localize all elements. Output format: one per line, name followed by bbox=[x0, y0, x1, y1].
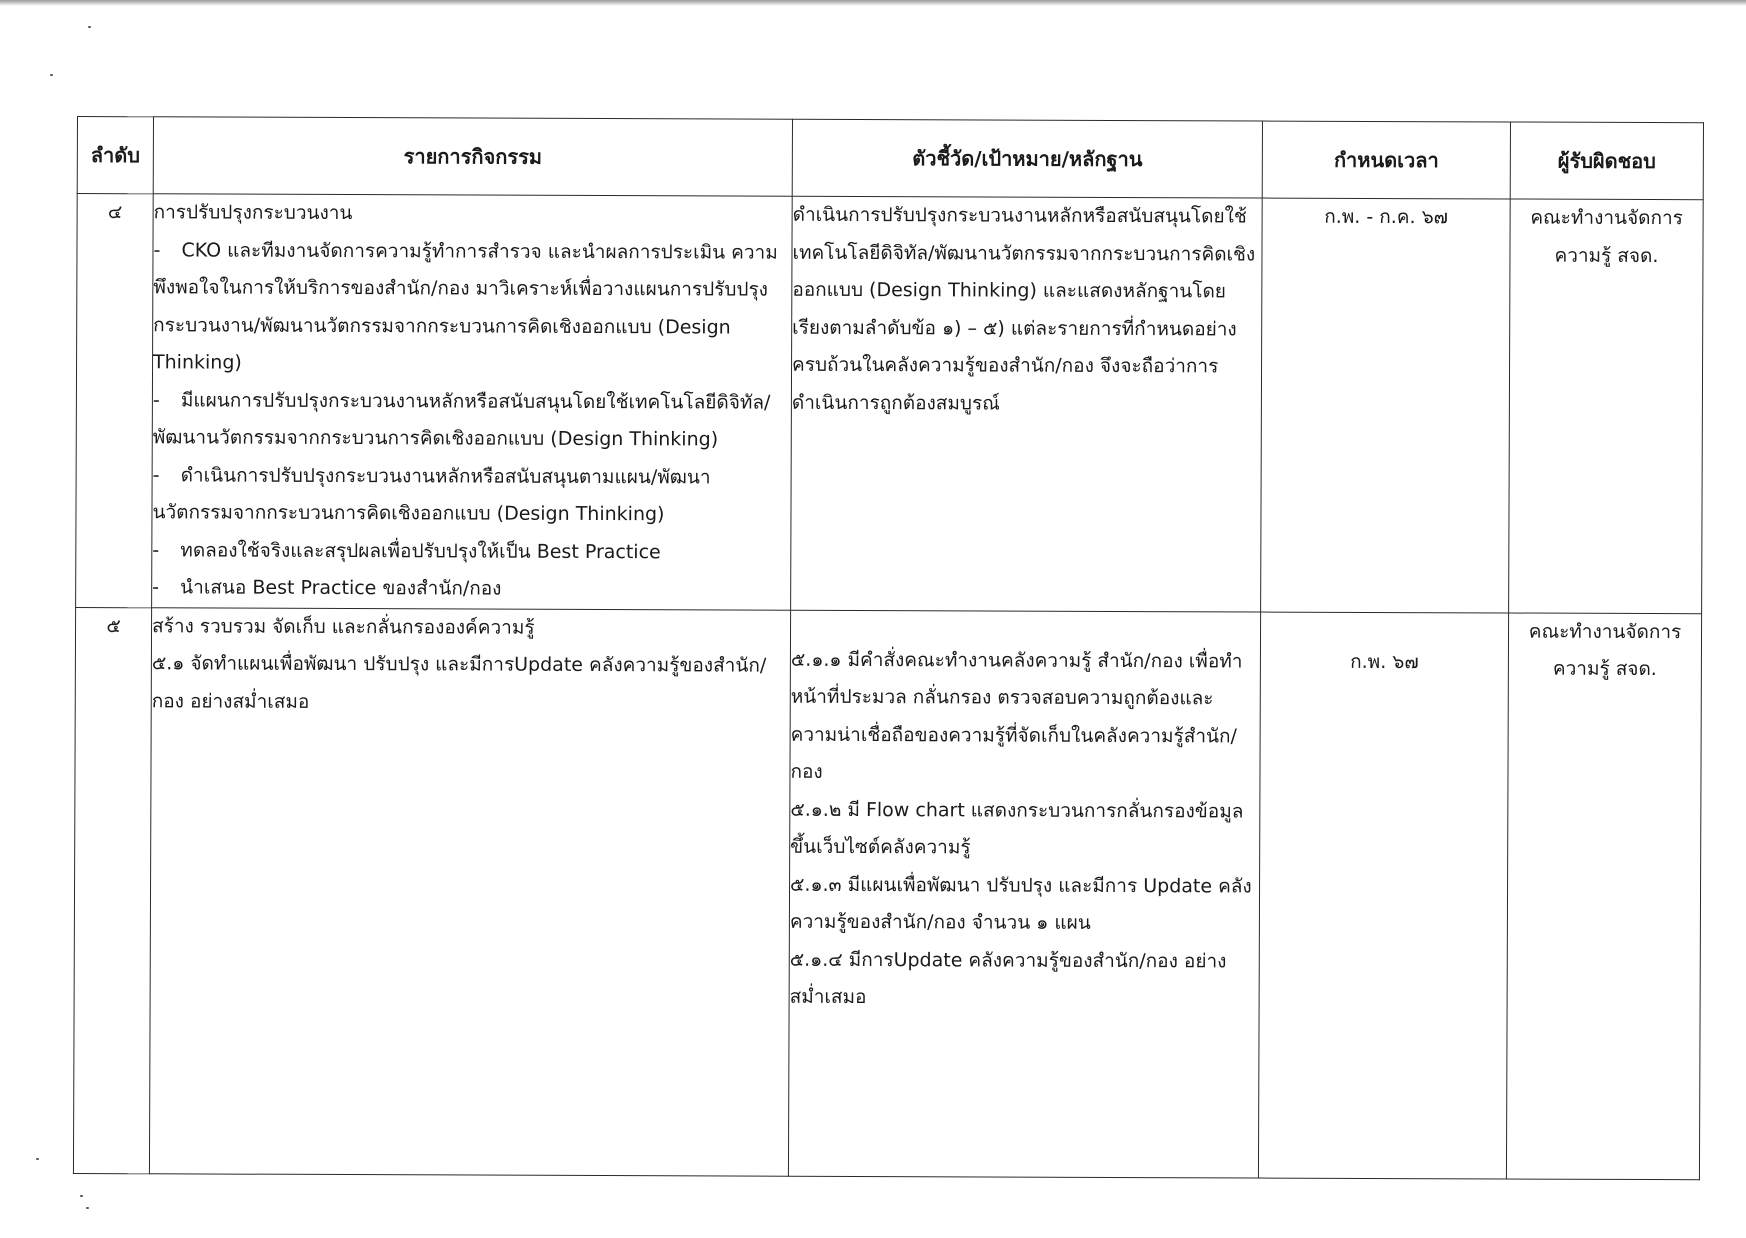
activity-plan-table bbox=[73, 116, 1704, 1180]
header-row bbox=[77, 117, 1703, 200]
period-cell: ก.พ. - ก.ค. ๖๗ bbox=[1261, 198, 1511, 612]
owner-cell: คณะทำงานจัดการความรู้ สจด. bbox=[1506, 613, 1701, 1180]
indicator-item: ๕.๑.๑ มีคำสั่งคณะทำงานคลังความรู้ สำนัก/กอง เพื่อทำหน้าที่ประมวล กลั่นกรอง ตรวจสอบความถูกต้องและความน่าเชื่อถือของความรู้ที่จัดเก็บในคลังความรู้สำนัก/กอง bbox=[790, 648, 1243, 783]
indicator-cell bbox=[788, 610, 1260, 1178]
activity-cell bbox=[149, 607, 790, 1175]
scan-speck bbox=[50, 74, 53, 76]
activity-subitem: ๕.๑ จัดทำแผนเพื่อพัฒนา ปรับปรุง และมีการUpdate คลังความรู้ของสำนัก/กอง อย่างสม่ำเสมอ bbox=[151, 652, 767, 713]
header-owner: ผู้รับผิดชอบ bbox=[1510, 122, 1703, 200]
header-activity: รายการกิจกรรม bbox=[153, 117, 792, 196]
owner-cell: คณะทำงานจัดการความรู้ สจด. bbox=[1509, 199, 1704, 613]
header-order: ลำดับ bbox=[77, 117, 153, 194]
scan-speck bbox=[36, 1158, 39, 1160]
activity-item: - มีแผนการปรับปรุงกระบวนงานหลักหรือสนับสนุนโดยใช้เทคโนโลยีดิจิทัล/พัฒนานวัตกรรมจากกระบวนการคิดเชิงออกแบบ (Design Thinking) bbox=[153, 382, 791, 459]
indicator-cell: ดำเนินการปรับปรุงกระบวนงานหลักหรือสนับสนุนโดยใช้เทคโนโลยีดิจิทัล/พัฒนานวัตกรรมจากกระบวนการคิดเชิงออกแบบ (Design Thinking) และแสดงหลักฐานโดยเรียงตามลำดับข้อ ๑) – ๕) แต่ละรายการที่กำหนดอย่างครบถ้วนในคลังความรู้ของสำนัก/กอง จึงจะถือว่าการดำเนินการถูกต้องสมบูรณ์ bbox=[791, 196, 1263, 611]
row-order: ๕ bbox=[73, 607, 151, 1173]
activity-item: - CKO และทีมงานจัดการความรู้ทำการสำรวจ และนำผลการประเมิน ความพึงพอใจในการให้บริการของสำนัก/กอง มาวิเคราะห์เพื่อวางแผนการปรับปรุงกระบวนงาน/พัฒนานวัตกรรมจากกระบวนการคิดเชิงออกแบบ (Design Thinking) bbox=[153, 232, 792, 384]
table-row bbox=[73, 607, 1701, 1179]
scan-speck bbox=[86, 1207, 89, 1209]
activity-item: - นำเสนอ Best Practice ของสำนัก/กอง bbox=[152, 569, 790, 609]
period-cell: ก.พ. ๖๗ bbox=[1258, 612, 1508, 1179]
table-row bbox=[76, 194, 1704, 614]
activity-title: สร้าง รวบรวม จัดเก็บ และกลั่นกรององค์ความรู้ bbox=[152, 614, 535, 639]
header-indicator: ตัวชี้วัด/เป้าหมาย/หลักฐาน bbox=[792, 119, 1262, 198]
activity-cell bbox=[152, 194, 793, 610]
indicator-item: ๕.๑.๒ มี Flow chart แสดงกระบวนการกลั่นกรองข้อมูลขึ้นเว็บไซต์คลังความรู้ bbox=[790, 798, 1244, 859]
indicator-item: ๕.๑.๓ มีแผนเพื่อพัฒนา ปรับปรุง และมีการ Update คลังความรู้ของสำนัก/กอง จำนวน ๑ แผน bbox=[789, 873, 1252, 934]
activity-title: การปรับปรุงกระบวนงาน bbox=[153, 201, 353, 225]
indicator-item: ๕.๑.๔ มีการUpdate คลังความรู้ของสำนัก/กอง อย่างสม่ำเสมอ bbox=[789, 948, 1227, 1009]
row-order: ๔ bbox=[76, 194, 154, 608]
scan-edge-shadow bbox=[0, 0, 1746, 6]
scan-speck bbox=[80, 1195, 83, 1197]
activity-item: - ดำเนินการปรับปรุงกระบวนงานหลักหรือสนับสนุนตามแผน/พัฒนานวัตกรรมจากกระบวนการคิดเชิงออกแบบ (Design Thinking) bbox=[152, 457, 790, 534]
scan-speck bbox=[88, 26, 91, 28]
activity-item: - ทดลองใช้จริงและสรุปผลเพื่อปรับปรุงให้เป็น Best Practice bbox=[152, 532, 790, 572]
header-period: กำหนดเวลา bbox=[1262, 121, 1510, 199]
